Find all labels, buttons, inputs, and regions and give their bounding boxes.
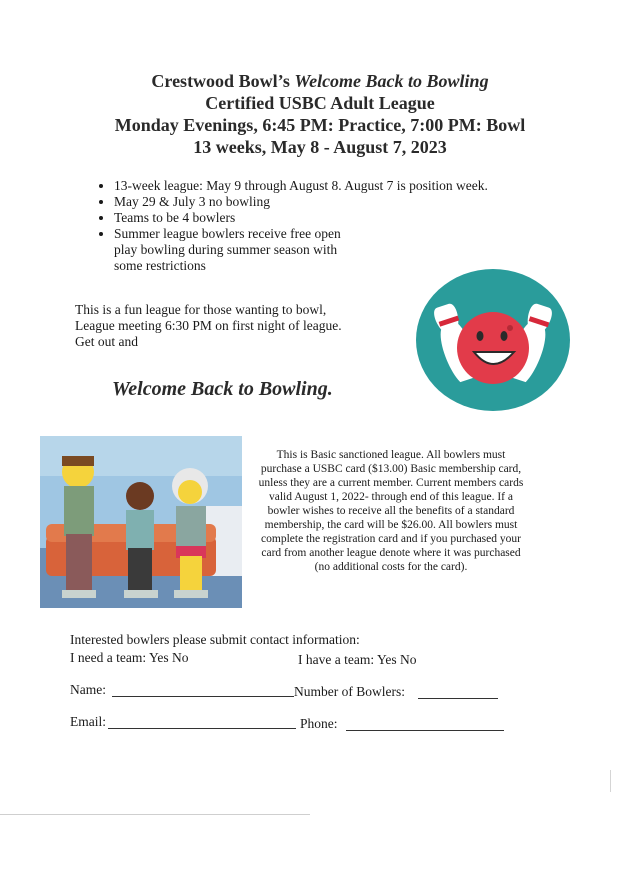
name-row: [70, 682, 530, 700]
bowling-ball-pins-logo: [414, 268, 572, 412]
header-line-1: Crestwood Bowl’s Welcome Back to Bowling: [151, 71, 489, 91]
name-field[interactable]: [112, 684, 294, 697]
contact-form: [70, 632, 530, 732]
cartoon-bowlers-illustration: [40, 436, 242, 608]
email-field[interactable]: [108, 716, 296, 729]
list-item: • Teams to be 4 bowlers: [114, 210, 554, 226]
email-row: [70, 714, 530, 732]
list-item: • May 29 & July 3 no bowling: [114, 194, 554, 210]
header-line-4: 13 weeks, May 8 - August 7, 2023: [193, 137, 447, 157]
form-intro-row: [70, 632, 530, 650]
email-label: Email:: [70, 714, 106, 729]
phone-field[interactable]: [346, 718, 504, 731]
list-item: • 13-week league: May 9 through August 8. August 7 is position week.: [114, 178, 554, 194]
need-team-option[interactable]: I need a team: Yes No: [70, 650, 189, 665]
scan-divider: [0, 814, 310, 815]
team-row: [70, 650, 530, 668]
membership-info: This is Basic sanctioned league. All bowlers must purchase a USBC card ($13.00) Basic membership card, unless they are a current member. Current members cards valid August 1, 2022- through end of this league. If a bowler wishes to receive all the benefits of a standard membership, the card will be $26.00. All bowlers must complete the registration card and if you purchased your card from another league denote where it was purchased (no additional costs for the card).: [258, 449, 524, 573]
scan-mark: [610, 770, 611, 792]
list-item: • Summer league bowlers receive free open play bowling during summer season with some restrictions: [114, 226, 364, 274]
welcome-tagline: Welcome Back to Bowling.: [112, 378, 333, 400]
header-line-2: Certified USBC Adult League: [205, 93, 435, 113]
header-line-3: Monday Evenings, 6:45 PM: Practice, 7:00 PM: Bowl: [114, 115, 526, 135]
flyer-header: [60, 70, 580, 158]
have-team-option[interactable]: I have a team: Yes No: [298, 652, 417, 667]
number-of-bowlers-label: Number of Bowlers:: [294, 684, 405, 699]
form-intro: Interested bowlers please submit contact information:: [70, 632, 360, 647]
phone-label: Phone:: [300, 716, 338, 731]
number-of-bowlers-field[interactable]: [418, 686, 498, 699]
league-details-list: [96, 178, 554, 274]
name-label: Name:: [70, 682, 106, 697]
fun-league-paragraph: This is a fun league for those wanting to bowl, League meeting 6:30 PM on first night of league. Get out and: [75, 302, 342, 349]
